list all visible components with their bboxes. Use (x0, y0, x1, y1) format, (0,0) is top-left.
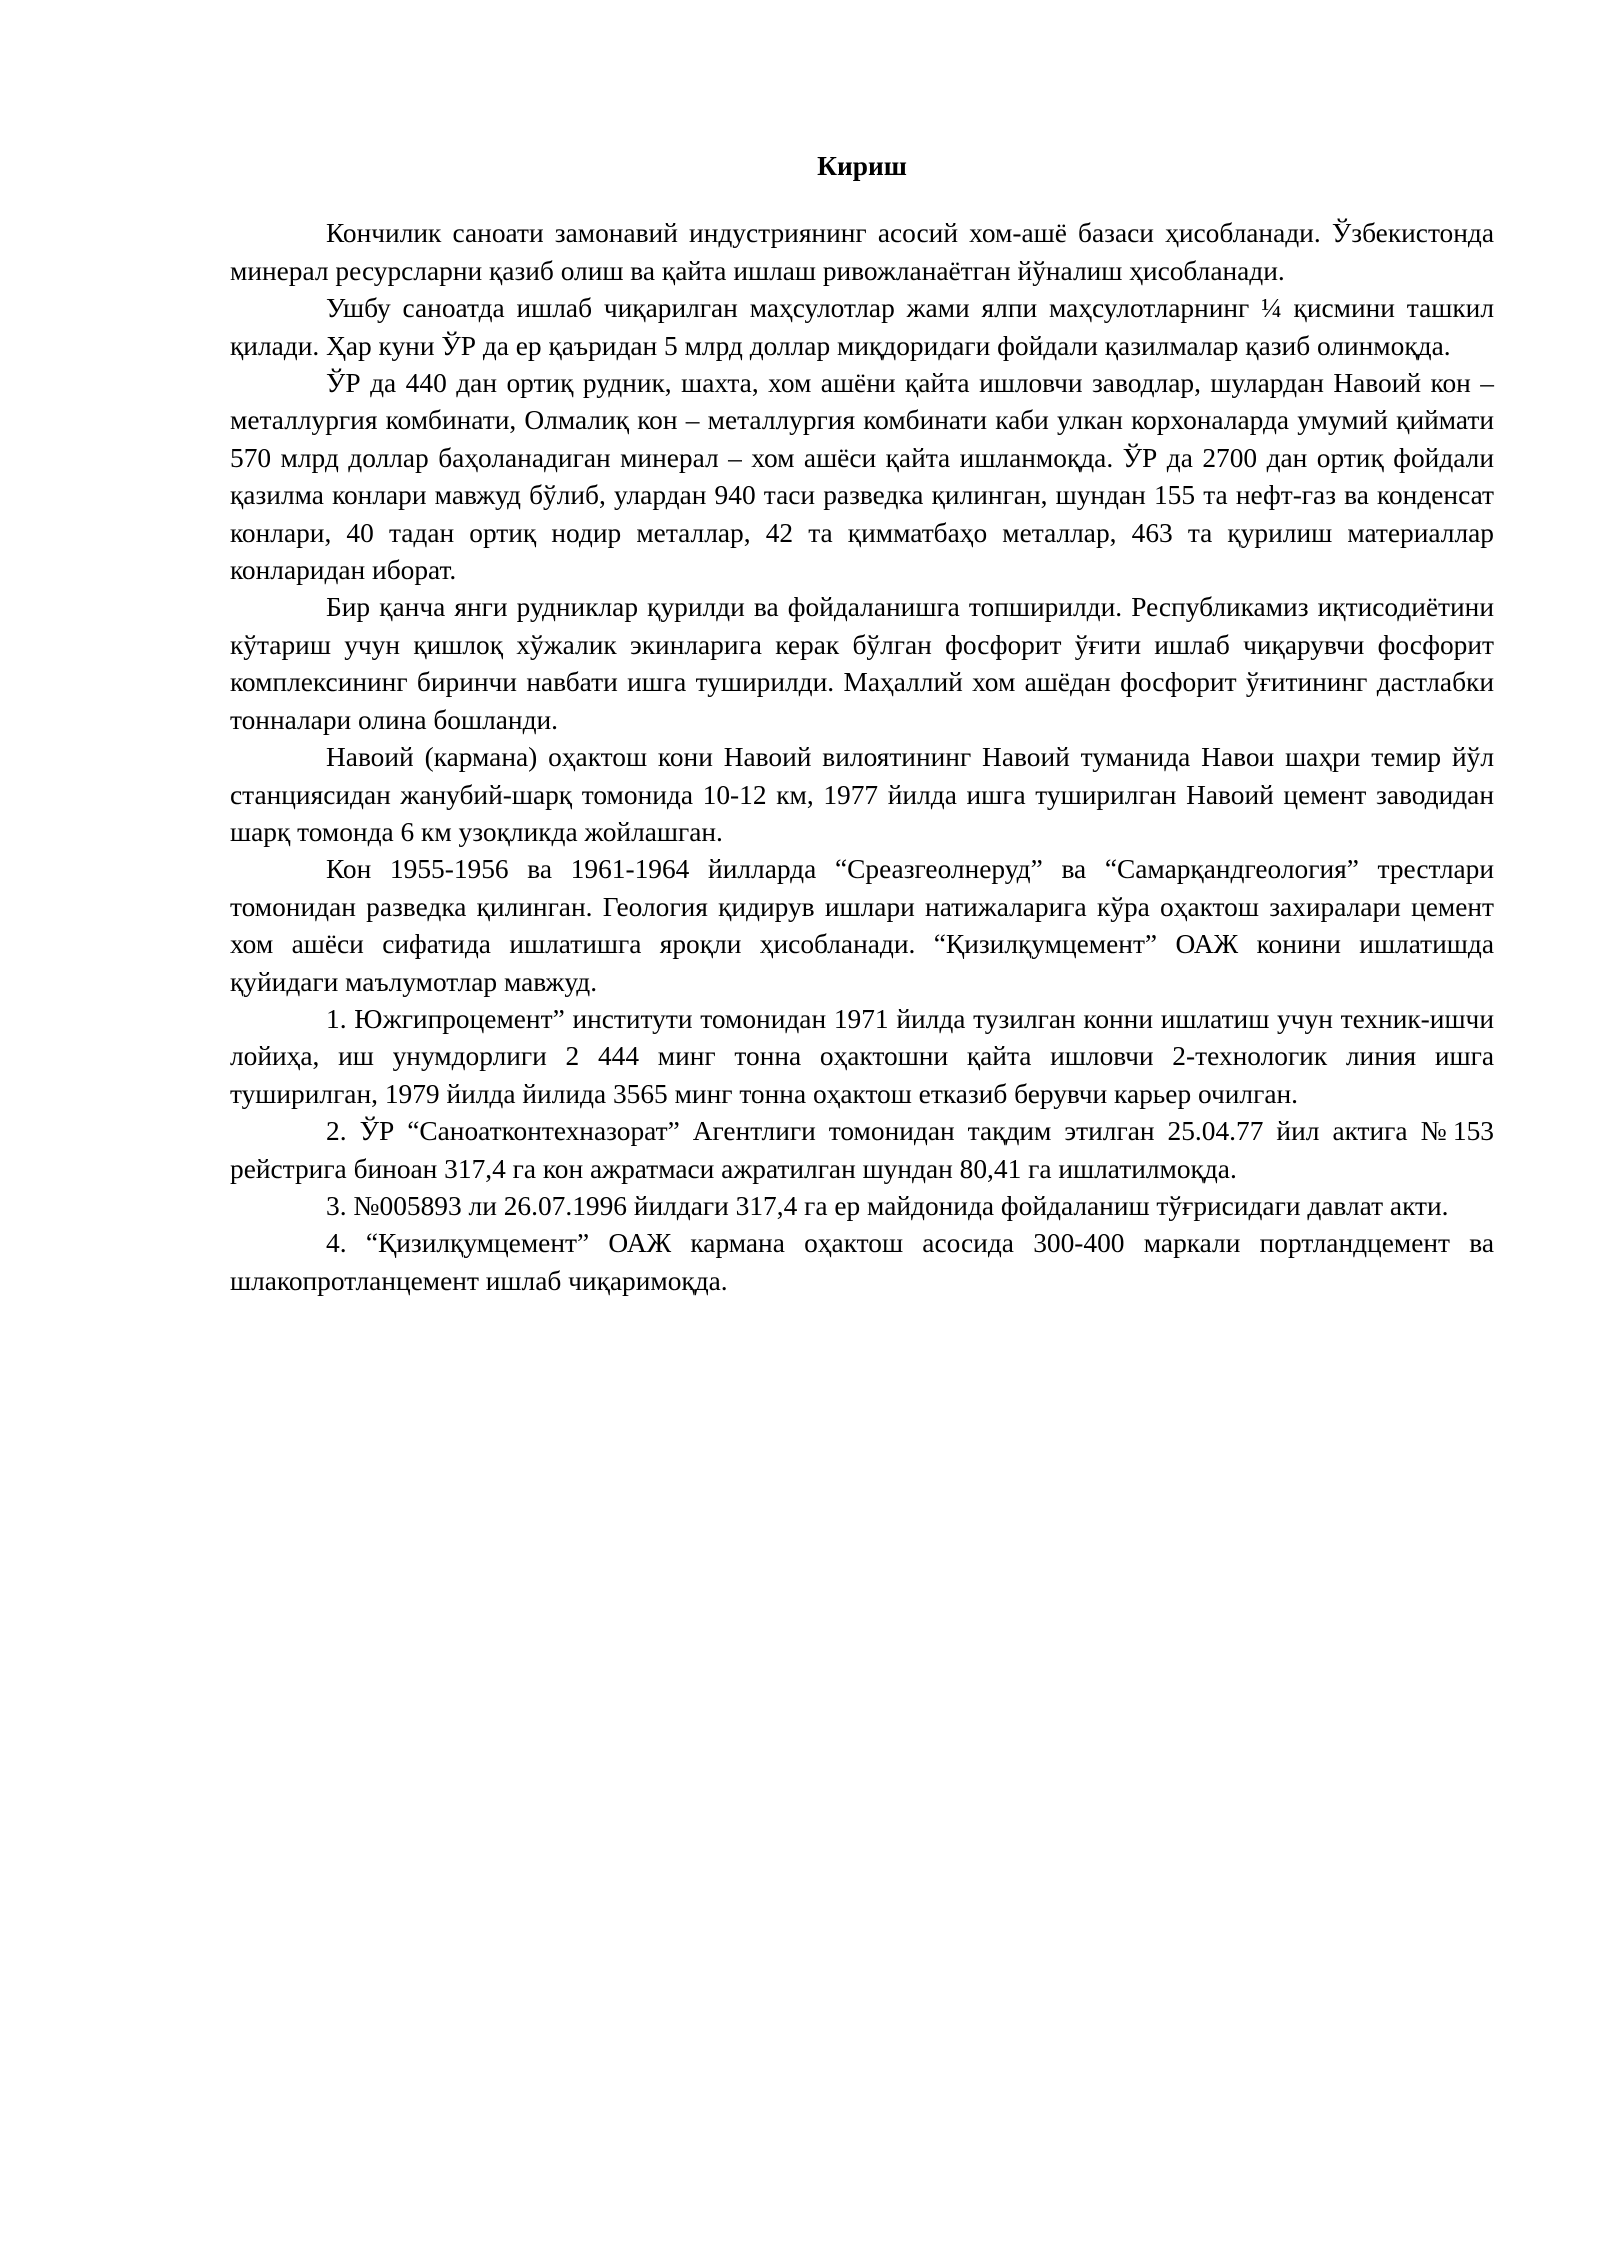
paragraph-industry-share: Ушбу саноатда ишлаб чиқарилган маҳсулотлар жами ялпи маҳсулотларнинг ¼ қисмини ташкил қилади. Ҳар куни ЎР да ер қаъридан 5 млрд доллар миқдоридаги фойдали қазилмалар қазиб олинмоқда. (230, 293, 1494, 361)
list-item: 1. Южгипроцемент” институти томонидан 1971 йилда тузилган конни ишлатиш учун техник-ишчи лойиҳа, иш унумдорлиги 2 444 минг тонна оҳактошни қайта ишловчи 2-технологик линия ишга туширилган, 1979 йилда йилида 3565 минг тонна оҳактош етказиб берувчи карьер очилган. (230, 1003, 1494, 1109)
document-body (230, 148, 1494, 1300)
paragraph-exploration: Кон 1955-1956 ва 1961-1964 йилларда “Среазгеолнеруд” ва “Самарқандгеология” трестлари томонидан разведка қилинган. Геология қидирув ишлари натижаларига кўра оҳактош захиралари цемент хом ашёси сифатида ишлатишга яроқли ҳисобланади. “Қизилқумцемент” ОАЖ конини ишлатишда қуйидаги маълумотлар мавжуд. (230, 854, 1494, 997)
page-title: Кириш (817, 151, 907, 181)
paragraph-new-mines: Бир қанча янги рудниклар қурилди ва фойдаланишга топширилди. Республикамиз иқтисодиётини кўтариш учун қишлоқ хўжалик экинларига керак бўлган фосфорит ўғити ишлаб чиқарувчи фосфорит комплексининг биринчи навбати ишга туширилди. Маҳаллий хом ашёдан фосфорит ўғитининг дастлабки тонналари олина бошланди. (230, 592, 1494, 735)
paragraph-intro: Кончилик саноати замонавий индустриянинг асосий хом-ашё базаси ҳисобланади. Ўзбекистонда минерал ресурсларни қазиб олиш ва қайта ишлаш ривожланаётган йўналиш ҳисобланади. (230, 218, 1494, 286)
paragraph-mining-enterprises: ЎР да 440 дан ортиқ рудник, шахта, хом ашёни қайта ишловчи заводлар, шулардан Навоий кон – металлургия комбинати, Олмалиқ кон – металлургия комбинати каби улкан корхоналарда умумий қиймати 570 млрд доллар баҳоланадиган минерал – хом ашёси қайта ишланмоқда. ЎР да 2700 дан ортиқ фойдали қазилма конлари мавжуд бўлиб, улардан 940 таси разведка қилинган, шундан 155 та нефт-газ ва конденсат конлари, 40 тадан ортиқ нодир металлар, 42 та қимматбаҳо металлар, 463 та қурилиш материаллар конларидан иборат. (230, 368, 1494, 586)
list-item: 4. “Қизилқумцемент” ОАЖ кармана оҳактош асосида 300-400 маркали портландцемент ва шлакопротланцемент ишлаб чиқаримоқда. (230, 1228, 1494, 1296)
list-item: 3. №005893 ли 26.07.1996 йилдаги 317,4 га ер майдонида фойдаланиш тўғрисидаги давлат акти. (326, 1190, 1449, 1221)
paragraph-deposit-location: Навоий (кармана) оҳактош кони Навоий вилоятининг Навоий туманида Навои шаҳри темир йўл станциясидан жанубий-шарқ томонида 10-12 км, 1977 йилда ишга туширилган Навоий цемент заводидан шарқ томонда 6 км узоқликда жойлашган. (230, 742, 1494, 847)
list-item: 2. ЎР “Саноатконтехназорат” Агентлиги томонидан тақдим этилган 25.04.77 йил актига №153 рейстрига биноан 317,4 га кон ажратмаси ажратилган шундан 80,41 га ишлатилмоқда. (230, 1116, 1494, 1184)
